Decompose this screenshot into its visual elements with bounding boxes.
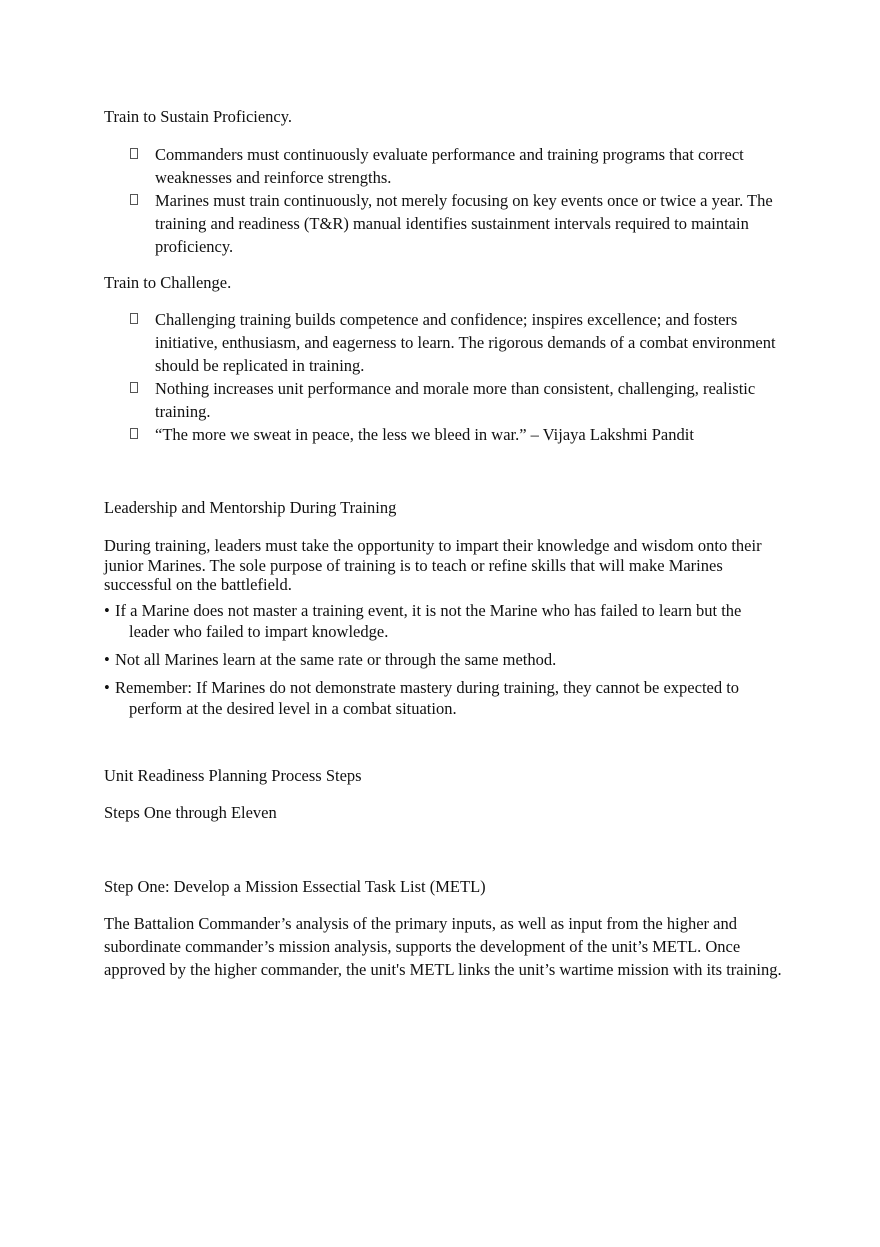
list-item: • Not all Marines learn at the same rate or through the same method. (104, 650, 557, 669)
list-item: Commanders must continuously evaluate performance and training programs that correct weaknesses and reinforce strengths. (130, 143, 790, 189)
bullet-dot-icon: • (104, 678, 110, 697)
heading-train-to-sustain: Train to Sustain Proficiency. (104, 107, 293, 126)
sustain-bullet-list (130, 143, 790, 258)
bullet-dot-icon: • (104, 601, 110, 620)
heading-leadership-mentorship: Leadership and Mentorship During Training (104, 498, 397, 517)
missing-glyph-bullet-icon (130, 148, 138, 159)
subheading-steps-range: Steps One through Eleven (104, 803, 277, 822)
missing-glyph-bullet-icon (130, 428, 138, 439)
missing-glyph-bullet-icon (130, 194, 138, 205)
missing-glyph-bullet-icon (130, 382, 138, 393)
list-item: “The more we sweat in peace, the less we bleed in war.” – Vijaya Lakshmi Pandit (130, 423, 790, 446)
leadership-bullet-list (104, 600, 784, 719)
list-item: Marines must train continuously, not merely focusing on key events once or twice a year. The training and readiness (T&R) manual identifies sustainment intervals required to maintain proficiency. (130, 189, 790, 258)
step-one-paragraph: The Battalion Commander’s analysis of the primary inputs, as well as input from the higher and subordinate commander’s mission analysis, supports the development of the unit’s METL. Once approved by the higher commander, the unit's METL links the unit’s wartime mission with its training. (104, 914, 782, 979)
list-item: • If a Marine does not master a training event, it is not the Marine who has failed to learn but the leader who failed to impart knowledge. (104, 601, 742, 641)
list-item: Challenging training builds competence and confidence; inspires excellence; and fosters initiative, enthusiasm, and eagerness to learn. The rigorous demands of a combat environment should be replicated in training. (130, 308, 790, 377)
missing-glyph-bullet-icon (130, 313, 138, 324)
heading-step-one: Step One: Develop a Mission Essectial Task List (METL) (104, 877, 486, 896)
bullet-dot-icon: • (104, 650, 110, 669)
challenge-bullet-list (130, 308, 790, 446)
list-item: • Remember: If Marines do not demonstrate mastery during training, they cannot be expected to perform at the desired level in a combat situation. (104, 678, 740, 718)
heading-train-to-challenge: Train to Challenge. (104, 273, 232, 292)
heading-unit-readiness: Unit Readiness Planning Process Steps (104, 766, 362, 785)
list-item: Nothing increases unit performance and morale more than consistent, challenging, realistic training. (130, 377, 790, 423)
leadership-paragraph: During training, leaders must take the opportunity to impart their knowledge and wisdom onto their junior Marines. The sole purpose of training is to teach or refine skills that will make Marines successful on the battlefield. (104, 536, 762, 594)
